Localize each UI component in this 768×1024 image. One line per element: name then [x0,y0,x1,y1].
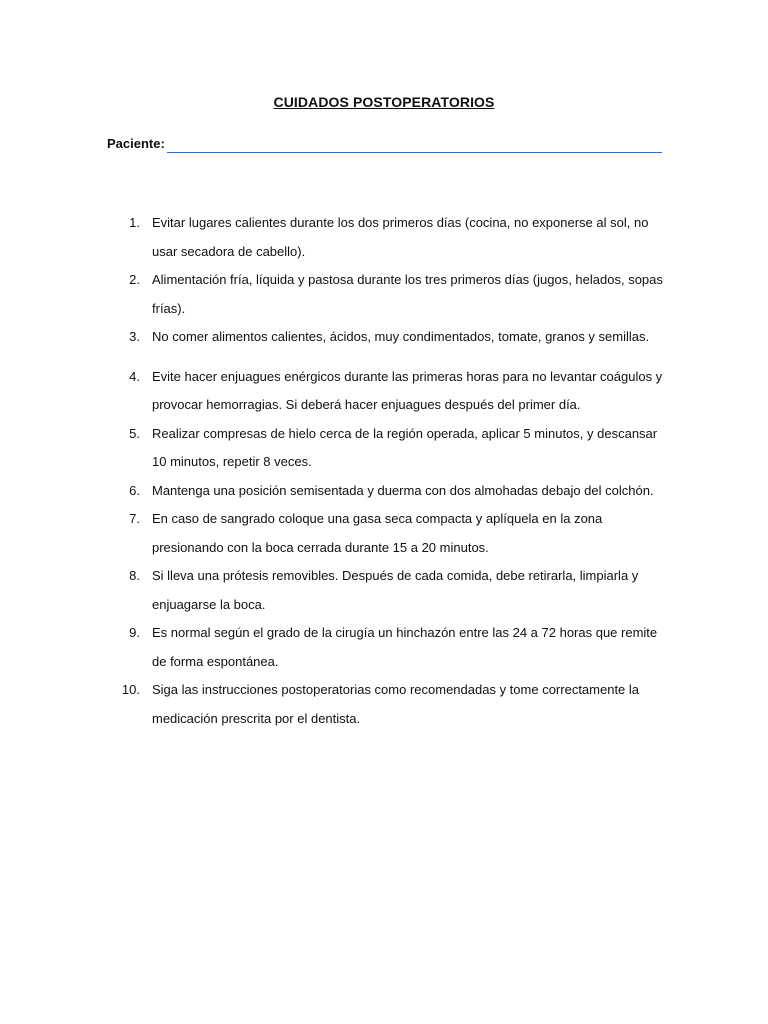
list-item [107,676,667,733]
item-number: 8. [129,568,140,583]
list-item [107,562,667,619]
item-number: 6. [129,482,140,498]
item-text: Siga las instrucciones postoperatorias como recomendadas y tome correctamente la medicación prescrita por el dentista. [152,682,640,726]
item-text: Evite hacer enjuagues enérgicos durante las primeras horas para no levantar coágulos y provocar hemorragias. Si deberá hacer enjuagues después del primer día. [152,368,663,412]
item-number: 4. [129,368,140,384]
list-item [107,363,667,420]
item-text: Es normal según el grado de la cirugía un hinchazón entre las 24 a 72 horas que remite de forma espontánea. [152,625,658,669]
item-text: Realizar compresas de hielo cerca de la región operada, aplicar 5 minutos, y descansar 10 minutos, repetir 8 veces. [152,425,658,469]
list-item [107,505,667,562]
patient-label: Paciente: [107,136,165,151]
list-item [107,477,667,506]
item-text: Mantenga una posición semisentada y duerma con dos almohadas debajo del colchón. [152,482,654,498]
document-title: CUIDADOS POSTOPERATORIOS [273,94,495,110]
list-item [107,619,667,676]
list-item [107,323,667,352]
item-text: En caso de sangrado coloque una gasa seca compacta y aplíquela en la zona presionando con la boca cerrada durante 15 a 20 minutos. [152,511,603,555]
item-number: 3. [129,329,140,344]
patient-field [107,136,662,154]
item-text: Alimentación fría, líquida y pastosa durante los tres primeros días (jugos, helados, sopas frías). [152,272,663,316]
list-item [107,266,667,323]
item-number: 2. [129,272,140,287]
item-text: Si lleva una prótesis removibles. Después de cada comida, debe retirarla, limpiarla y enjuagarse la boca. [152,568,639,612]
item-number: 1. [129,215,140,230]
item-number: 7. [129,511,140,526]
patient-name-line [167,152,662,153]
list-item [107,209,667,266]
care-instructions-list [107,209,667,733]
list-item [107,420,667,477]
item-text: Evitar lugares calientes durante los dos primeros días (cocina, no exponerse al sol, no usar secadora de cabello). [152,215,649,259]
item-text: No comer alimentos calientes, ácidos, muy condimentados, tomate, granos y semillas. [152,329,650,344]
item-number: 10. [121,682,140,697]
item-number: 9. [129,625,140,640]
item-number: 5. [129,425,140,441]
